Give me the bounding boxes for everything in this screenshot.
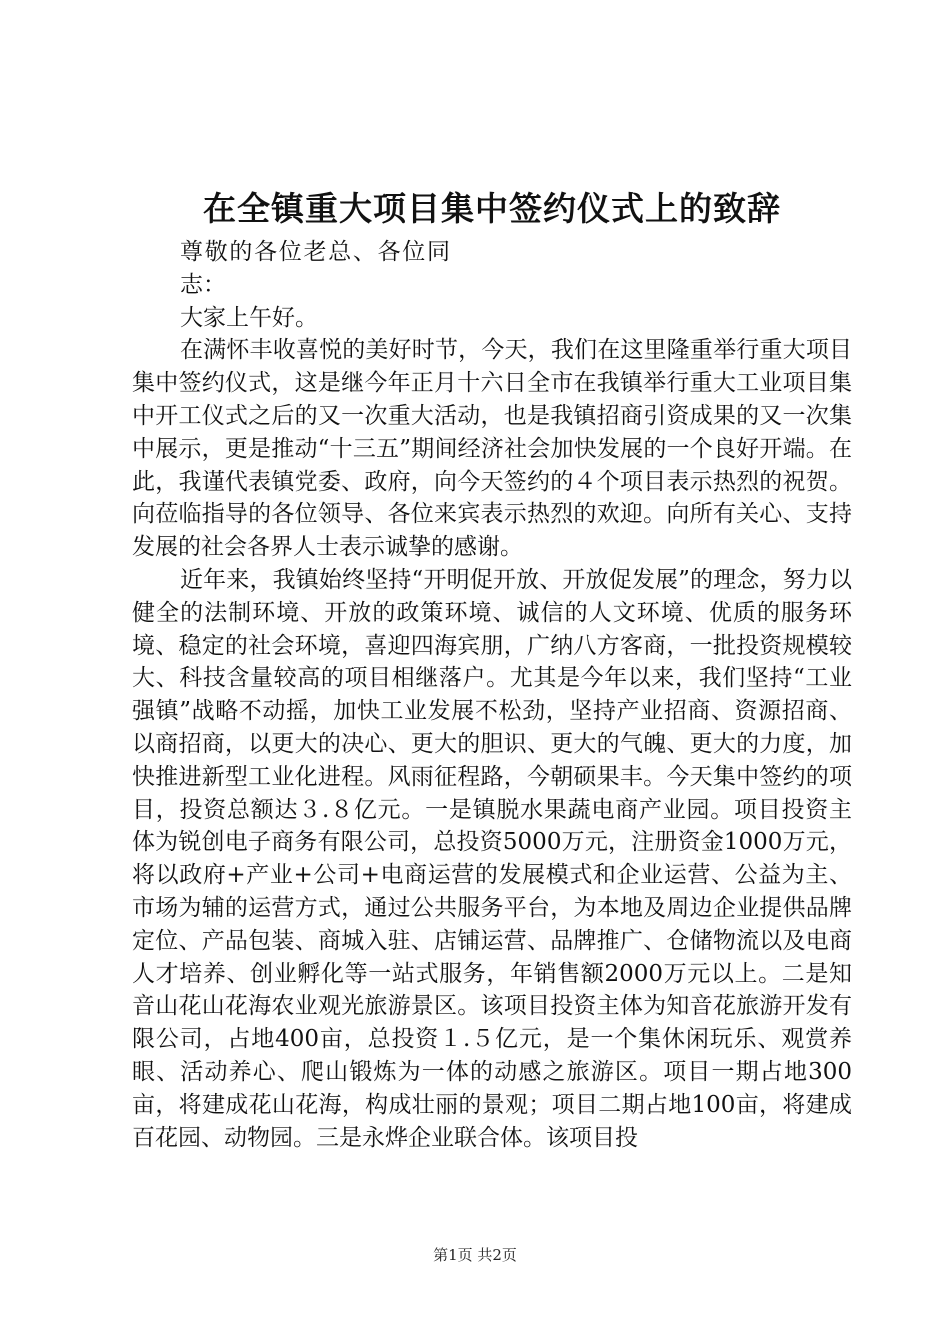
greeting: 大家上午好。 — [180, 304, 318, 331]
page-footer: 第1页 共2页 — [433, 1246, 517, 1264]
salutation: 尊敬的各位老总、各位同志： — [180, 239, 450, 298]
paragraph-opening: 在满怀丰收喜悦的美好时节，今天，我们在这里隆重举行重大项目集中签约仪式，这是继今年正月十六日全市在我镇举行重大工业项目集中开工仪式之后的又一次重大活动，也是我镇招商引资成果的又一次集中展示，更是推动“十三五”期间经济社会加快发展的一个良好开端。在此，我谨代表镇党委、政府，向今天签约的４个项目表示热烈的祝贺。向莅临指导的各位领导、各位来宾表示热烈的欢迎。向所有关心、支持发展的社会各界人士表示诚挚的感谢。 — [132, 337, 852, 561]
paragraph-projects: 近年来，我镇始终坚持“开明促开放、开放促发展”的理念，努力以健全的法制环境、开放的政策环境、诚信的人文环境、优质的服务环境、稳定的社会环境，喜迎四海宾朋，广纳八方客商，一批投资规模较大、科技含量较高的项目相继落户。尤其是今年以来，我们坚持“工业强镇”战略不动摇，加快工业发展不松劲，坚持产业招商、资源招商、以商招商，以更大的决心、更大的胆识、更大的气魄、更大的力度，加快推进新型工业化进程。风雨征程路，今朝硕果丰。今天集中签约的项目，投资总额达３.８亿元。一是镇脱水果蔬电商产业园。项目投资主体为锐创电子商务有限公司，总投资5000万元，注册资金1000万元，将以政府+产业+公司+电商运营的发展模式和企业运营、公益为主、市场为辅的运营方式，通过公共服务平台，为本地及周边企业提供品牌定位、产品包装、商城入驻、店铺运营、品牌推广、仓储物流以及电商人才培养、创业孵化等一站式服务，年销售额2000万元以上。二是知音山花山花海农业观光旅游景区。该项目投资主体为知音花旅游开发有限公司，占地400亩，总投资１.５亿元，是一个集休闲玩乐、观赏养眼、活动养心、爬山锻炼为一体的动感之旅游区。项目一期占地300亩，将建成花山花海，构成壮丽的景观；项目二期占地100亩，将建成百花园、动物园。三是永烨企业联合体。该项目投 — [132, 566, 852, 1151]
document-body — [132, 236, 852, 1154]
document-title: 在全镇重大项目集中签约仪式上的致辞 — [203, 189, 781, 228]
